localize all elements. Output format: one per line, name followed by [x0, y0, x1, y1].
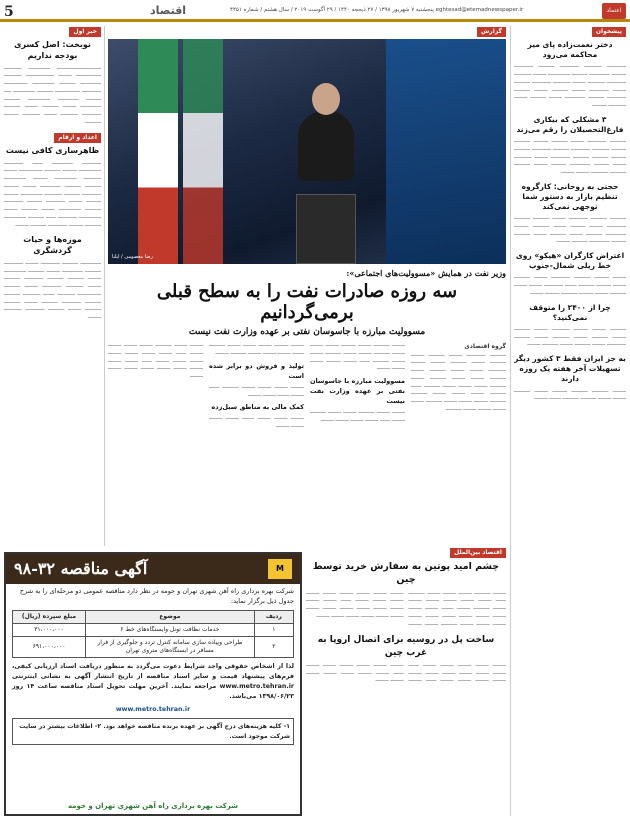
ad-intro: شرکت بهره برداری راه آهن شهری تهران و حومه در نظر دارد مناقصه عمومی دو مرحله‌ای را به شرح جدول ذیل برگزار نماید:	[19, 587, 294, 605]
headline-kicker: وزیر نفت در همایش «مسوولیت‌های اجتماعی»:	[346, 268, 506, 279]
article-body: ـــــــــ ـــــــــــ ـــــــــ ـــــــــ ـــــــــ ـــــــــــ ـــــــ ـــــــــ ـــــــــ ـــــــــ ـــــــــ ـــــــــ ـــــــــ ـــــــــــ ـــــــــ ــــــــ ـــــــــ ـــــــــ ـــــــــ ـــــــــ ـــــــــ ـــــــــ ـــــــــ ـــــــــ ـــــــــ ـــــــــ ـــــــــ ـــــــــــ ـــــــــ ـــــــــ ـــــــــ ـــــــــ ـــــــــ ـــــــــ ـــــــــ ـــــــــ ـــــــــ ـــــــــ ـــــــــ ـــــــ ـــــــــ ـــــــــ ـــــــــ ـــــــــ ـــــــــ ـــــــــ ـــــــــ ـــــــــ ـــــــــ ـــــــــ ـــــــــ ـــــــــ ـــــــــ ـــــــــ	[306, 589, 506, 627]
row-subject: طراحی وپیاده سازی سامانه کنترل تردد و جلوگیری از فرار مسافر در ایستگاه‌های متروی تهران	[86, 636, 255, 657]
newspaper-logo: اعتماد	[602, 3, 626, 19]
ad-header	[6, 554, 300, 584]
article-body: ـــــــــ ــــــــــ ـــــــــــ ـــــــــــــ ـــــــــ ـــــــــــ ـــــــــ ــــــــــ ـــــــــــ ــــــــ ـــــــــــــ ـــــــــ ـــــــــ ـــــــــــ ـــــــــ ــــــــــ ـــــــــــ ــــــــــ ـــــــــ	[514, 274, 626, 296]
ad-url-link[interactable]: www.metro.tehran.ir	[115, 706, 191, 714]
tender-table	[12, 610, 294, 658]
article-body: ـــــــــ ـــــــــــ ـــــــــ ــــــــــ ـــــــــ ـــــــــ ـــــــــ ـــــــــــ ـــــــــ ـــــــــ ـــــــــــ ـــــــــ ـــــــــ ـــــــــــ ـــــــ ـــــــــ ــــــــــ ـــــــــ ـــــــــ ـــــــــ مسوولیت مبارزه با جاسوسان نفتی بر عهده وزارت نفت نیست ـــــــــ ـــــــــ ـــــــــــ ـــــــــ ـــــــــ ـــــــــــ ـــــــــ ـــــــ ـــــــــ ـــــــــ ـــــــــ ـــــــــ	[310, 342, 405, 424]
ad-title: آگهی مناقصه ۳۲-۹۸	[14, 559, 148, 579]
article-headline[interactable]: ساخت پل در روسیه برای اتصال اروپا به غرب چین	[317, 635, 495, 658]
tender-advertisement	[4, 552, 302, 816]
article-headline[interactable]: دختر نعمت‌زاده پای میز محاکمه می‌رود	[527, 40, 613, 60]
section-label: گزارش	[477, 27, 506, 37]
speaker-figure	[298, 111, 354, 181]
section-label: اقتصاد بین‌الملل	[450, 548, 506, 558]
inner-heading: کمک مالی به مناطق سیل‌زده	[211, 403, 304, 412]
photo-credit: رضا معصومی / ایلنا	[112, 254, 153, 261]
podium-graphic	[296, 194, 356, 264]
right-column	[514, 27, 626, 817]
column-divider	[104, 26, 105, 546]
article-body: ـــــــــ ــــــــــ ـــــــــ ـــــــــ ـــــــــ ـــــــــــ ــــــــ ـــــــــ ـــــــــ ـــــــــ ـــــــــــ ـــــــــ تولید و فروش دو برابر شده است ـــــــــ ـــــــــ ـــــــــ ـــــــــ ـــــــــــ ـــــــ ـــــــــ ــــــــ ـــــــــ ـــــــــ کمک مالی به مناطق سیل‌زده ـــــــــ ـــــــــ ـــــــــ ــــــــ ـــــــــ ـــــــــ ـــــــــ ـــــــــ	[209, 342, 304, 430]
table-row	[13, 623, 294, 636]
article-headline[interactable]: نوبخت: اصل کسری بودجه نداریم	[14, 40, 91, 60]
page-number: 5	[4, 4, 14, 20]
section-label: خبر اول	[69, 27, 101, 37]
article-headline[interactable]: ظاهرسازی کافی نیست	[5, 145, 100, 155]
article-headline[interactable]: حجتی به روحانی: کارگروه تنظیم بازار به دستور شما توجهی نمی‌کند	[521, 181, 619, 212]
article-headline[interactable]: موزه‌ها و حیات گردشگری	[23, 235, 82, 256]
speaker-head	[312, 83, 340, 115]
report-columns	[108, 342, 506, 562]
left-column	[4, 27, 101, 547]
article-body: ـــــــــــ ـــــــــــ ـــــــــــــ ـــــــــ ـــــــــــ ـــــــــــ ـــــــــــــ ـــــــــ ــــــــــ ـــــــــ ـــــــــــ ــــــــــ ــــــــــــــ ـــــــــــ ـــــــــ ـــــــــــ ـــــــــ ـــــــــــ ــــــــــ ــــــــــــــ ـــــــــــ ـــــــــ	[514, 215, 626, 245]
col-amount-header: مبلغ سپرده (ریال)	[13, 610, 86, 623]
article-headline[interactable]: به جز ایران فقط ۳ کشور دیگر تسهیلات آخر هفته یک روزه دارند	[514, 354, 626, 384]
section-title: اقتصاد	[150, 4, 187, 17]
row-number: ۲	[254, 636, 293, 657]
row-amount: ۳۱،۰۰۰،۰۰۰	[13, 623, 86, 636]
dateline: eghtesad@etemadnewspaper.ir پنجشنبه ۷ شهریور ۱۳۹۸ / ۲۷ ذیحجه ۱۴۴۰ / ۲۹ آگوست ۲۰۱۹ / سال هشتم / شماره ۴۴۵۱	[230, 7, 524, 13]
subheadline: مسوولیت مبارزه با جاسوسان نفتی بر عهده وزارت نفت نیست	[188, 327, 426, 338]
section-label: پیشخوان	[592, 27, 626, 37]
article-body: ـــــــــــــ ــــــــــــــ ـــــــ ـــــــــــــ ـــــــــــــــ ــــــــــ ـــــــــــ ــــــــــــــــ ـــــــــ ــــــــــــ ـــــــــــــــ ــــــــــ ـــــــــــــــ ـــــــــــ ـــــــــــ ــــــــــــــ ـــــــــ ــــــــــ ـــــــــــــ ـــــــــــ ــــــــــــ ـــــــــــــــ ــــــــــ ــــــــــ ـــــــــ ـــــــــــــ ــــــــــ ـــــــــــــ ـــــــــــ ـــــــــــــــ ـــــــــ ـــــــــــ ـــــــــ ـــــــــــــــ ـــــــــــــ ـــــــ ـــــــــــ ـــــــــــــــ ـــــــــــ ــــــــــ ـــــــــــــ ـــــــــــ ـــــــــ	[4, 159, 101, 228]
metro-logo-icon: M	[268, 559, 292, 579]
article-body: ـــــــــ ـــــــــ ـــــــــــ ـــــــــ ـــــــــ ـــــــــ ـــــــــ ـــــــ ـــــــــ ـــــــــ ـــــــــ ـــــــــ ـــــــــ ـــــــــ ـــــــــ ـــــــ ـــــــــ ـــــــــ ـــــــــ ـــــــــ ـــــــــ ـــــــــ ـــــــــ ـــــــــ ـــــــــ	[108, 342, 203, 380]
column-divider	[510, 26, 511, 816]
article-headline[interactable]: ۳ مشکلی که بیکاری فارغ‌التحصیلان را رقم می‌زند	[516, 114, 624, 134]
article-body: ـــــــــــ ـــــــــ ــــــــــ ــــــــــــ ـــــــــ ـــــــــــ ـــــــــ ـــــــــــ ـــــــــ ـــــــــــ ـــــــــ ـــــــــــ ـــــــــــــ ـــــــــ ـــــــــــ ـــــــــ ـــــــــــ ـــــــــ	[514, 325, 626, 348]
article-headline[interactable]: اعتراض کارگران «هیکو» روی خط ریلی شمال-جنوب	[515, 251, 625, 271]
banner-graphic	[386, 39, 506, 264]
international-news	[306, 548, 506, 818]
article-body: ـــــــــــ ـــــــــــــ ـــــــــ ـــــــــــ ــــــــــ ـــــــــــ ــــــــــ ــــــــــــ ـــــــــــــ ـــــــــــ ـــــــــــــ ـــــــــــ ــــــــــ ـــــــــــ ـــــــــــ ـــــــــــــ ـــــــــ ــــــــــــ ـــــــــ ــــــــــ ــــــــــــــ ــــــــــ ـــــــــ ـــــــــــ ـــــــــــ ــــــــــــ ـــــــــ ـــــــــ	[514, 138, 626, 176]
byline: گروه اقتصادی	[464, 343, 506, 351]
page-header	[0, 0, 630, 22]
flag-graphic	[138, 39, 178, 264]
flag-graphic	[183, 39, 223, 264]
article-body: ـــــــــــــ ــــــــــــ ـــــــــــــ ـــــــــــ ـــــــــــــ ــــــــــ ــــــــــــــ ـــــــــــ ـــــــــــــــ ـــــــــ ــــــــــــ ـــــــــــــ ــــــــــــ ـــــــــ ــــــــــــ ـــــــــــــ ـــــــــــ ـــــــــ ـــــــــــــ ـــــــــ ـــــــــــ ـــــــــ ـــــــــــ ـــــــــــــ ـــــــــــ ــــــــــــــ ـــــــــ ـــــــــــ ـــــــــ ــــــــــــ ــــــــــ	[514, 63, 626, 109]
article-headline[interactable]: چرا از ۲۴۰۰ را متوقف نمی‌کنید؟	[529, 302, 611, 322]
inner-heading: تولید و فروش دو برابر شده است	[209, 361, 304, 380]
article-body: ــــــــــــــ ـــــــــــ ـــــــــــــ ـــــــــ ـــــــــــــ ـــــــــــ ــــــــــــــ ـــــــــ ـــــــــــ ـــــــــــــــ ـــــــــ ـــــــــــ ـــــــــــ ـــــــــــــ ـــــــــــ ـــــــــ ــــــــــــ ـــــــــــــ ـــــــــ ـــــــــــ ــــــــــــــــ ــــــــــــ ــــــــ ــــــــــــ ـــــــــــ ـــــــــــ ـــــــــــــ ـــــــــــ ـــــــــ ـــــــــــ ـــــــــــ ـــــــــ ـــــــــــ ـــــــــــــ ــــــــــــ ـــــــــ	[4, 259, 101, 321]
article-body: ـــــــــ ـــــــــــ ـــــــــــ ــــــــــ ـــــــــ ـــــــــــ ـــــــــ ـــــــــ ـــــــــــ ـــــــــــ ــــــــ ـــــــــ	[514, 387, 626, 402]
row-amount: ۶۹۱،۰۰۰،۰۰۰	[13, 636, 86, 657]
ad-body: لذا از اشخاص حقوقی واجد شرایط دعوت می‌گردد به منظور دریافت اسناد ارزیابی کیفی، فرم‌های پیشنهاد قیمت و سایر اسناد مناقصه از تاریخ انتشار آگهی به نشانی اینترنتی www.metro.tehran.ir مراجعه نمایند. آخرین مهلت تحویل اسناد مناقصه ساعت ۱۴ روز ۱۳۹۸/۰۶/۲۳ می‌باشد.	[12, 662, 294, 701]
inner-heading: مسوولیت مبارزه با جاسوسان نفتی بر عهده وزارت نفت نیست	[310, 377, 405, 406]
row-number: ۱	[254, 623, 293, 636]
section-label: اعداد و ارقام	[54, 133, 101, 143]
lead-photo	[108, 39, 506, 264]
table-row	[13, 636, 294, 657]
ad-footer: شرکت بهره برداری راه آهن شهری تهران و حومه	[67, 801, 239, 810]
col-row-header: ردیف	[254, 610, 293, 623]
col-subject-header: موضوع	[86, 610, 255, 623]
article-body: ـــــــــ ـــــــــ ـــــــــ ـــــــــ ـــــــــ ـــــــ ـــــــــ ـــــــــ ـــــــــ ـــــــــ ـــــــــ ـــــــــ ـــــــــ ـــــــــ ـــــــــ ـــــــــ ـــــــ ـــــــــ ـــــــــ ـــــــــ ـــــــــ ـــــــــ ـــــــــ ـــــــــ ـــــــ ـــــــــ ـــــــــ ـــــــــ ـــــــــ ـــــــــ ـــــــــ ـــــــــ	[306, 661, 506, 684]
article-body: گروه اقتصادی ـــــــــــ ـــــــــــــ ـــــــــ ـــــــــــ ـــــــــ ـــــــــــ ـــــــــ ـــــــــــ ــــــــــ ــــــــــ ــــــــــــ ـــــــــ ـــــــــ ـــــــــــ ـــــــــ ـــــــــــ ـــــــــ ـــــــــ ـــــــــــ ـــــــــ ـــــــــــ ـــــــــ ـــــــــ ـــــــــ ـــــــــــ ـــــــ ـــــــــــ ـــــــــ ـــــــــ ـــــــــ ـــــــــــ ـــــــــــ ــــــــــ ـــــــــ ـــــــــ ـــــــــــ ـــــــــ ـــــــــ ـــــــــ ـــــــــ ـــــــــــ	[411, 343, 506, 412]
main-report	[108, 27, 506, 547]
row-subject: خدمات نظافت تونل وایستگاه‌های خط ۶	[86, 623, 255, 636]
ad-notes: ۱- کلیه هزینه‌های درج آگهی بر عهده برنده مناقصه خواهد بود. ۲- اطلاعات بیشتر در سایت شرکت موجود است.	[12, 718, 294, 746]
main-headline[interactable]: سه روزه صادرات نفت را به سطح قبلی برمی‌گردانیم	[156, 280, 458, 324]
article-body: ــــــــــــــــــــــــــــــ ـــــــــــــــ ــــــــــــ ـــــــــــــــــ ـــــــــ ـــــــــــــــــــ ــــــــــــ ــــــــــــــ ـــــــــــ ـــــــــــــــ ــــــــــــــــ ـــــــــــــ ـــــــــــــــــ ـــــــــــ ـــــــــــــــ ـــــ ــــــــــ ــــــــــــــ ـــــــــــــــ ـــــــــــ ــــــــــــــ ـــــــــ ـــــــــــ ـــــــــ ـــــــــــ ـــــــــــــ ــــــــــــ ـــــــــ ــــــــــــ ــــــــــ ـــــــــــ	[4, 64, 101, 125]
article-headline[interactable]: چشم امید پوتین به سفارش خرید توسط چین	[312, 561, 500, 585]
